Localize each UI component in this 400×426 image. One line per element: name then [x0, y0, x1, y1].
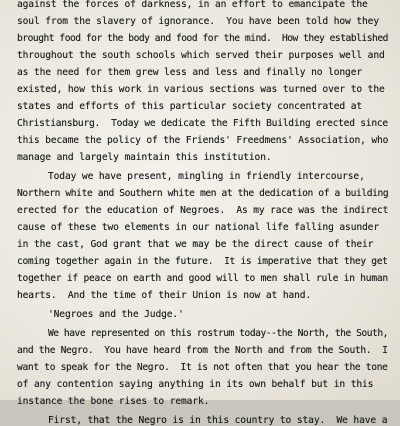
text-line: cause of these two elements in our national life falling asunder [17, 222, 379, 233]
section-heading: 'Negroes and the Judge.' [48, 309, 184, 320]
text-line: of any contention saying anything in its own behalf but in this [17, 379, 374, 390]
text-line: coming together again in the future. It is imperative that they get [17, 256, 388, 267]
text-line: in the cast, God grant that we may be the direct cause of their [17, 239, 374, 250]
text-line: states and efforts of this particular society concentrated at [17, 101, 363, 112]
text-line: this became the policy of the Friends' Freedmens' Association, who [17, 135, 389, 146]
text-line: and the Negro. You have heard from the North and from the South. I [17, 345, 388, 356]
text-line: as the need for them grew less and less and finally no longer [17, 67, 363, 78]
text-line: throughout the south schools which served their purposes well and [17, 50, 385, 61]
text-line: First, that the Negro is in this country to stay. We have a [48, 415, 388, 426]
text-line: manage and largely maintain this institution. [17, 152, 272, 163]
text-line: against the forces of darkness, in an effort to emancipate the [17, 0, 368, 10]
text-line: hearts. And the time of their Union is now at hand. [17, 290, 312, 301]
text-line: erected for the education of Negroes. As my race was the indirect [17, 205, 389, 216]
text-line: soul from the slavery of ignorance. You have been told how they [17, 16, 379, 27]
text-line: instance the bone rises to remark. [17, 396, 210, 407]
text-line: together if peace on earth and good will to men shall rule in human [17, 273, 388, 284]
text-line: We have represented on this rostrum today--the North, the South, [48, 328, 388, 339]
text-line: existed, how this work in various sections was turned over to the [17, 84, 385, 95]
text-line: want to speak for the Negro. It is not often that you hear the tone [17, 362, 388, 373]
text-line: Today we have present, mingling in friendly intercourse, [48, 171, 365, 182]
text-line: Northern white and Southern white men at the dedication of a building [17, 188, 389, 199]
text-line: Christiansburg. Today we dedicate the Fifth Building erected since [17, 118, 388, 129]
text-line: brought food for the body and food for the mind. How they established [17, 33, 388, 44]
